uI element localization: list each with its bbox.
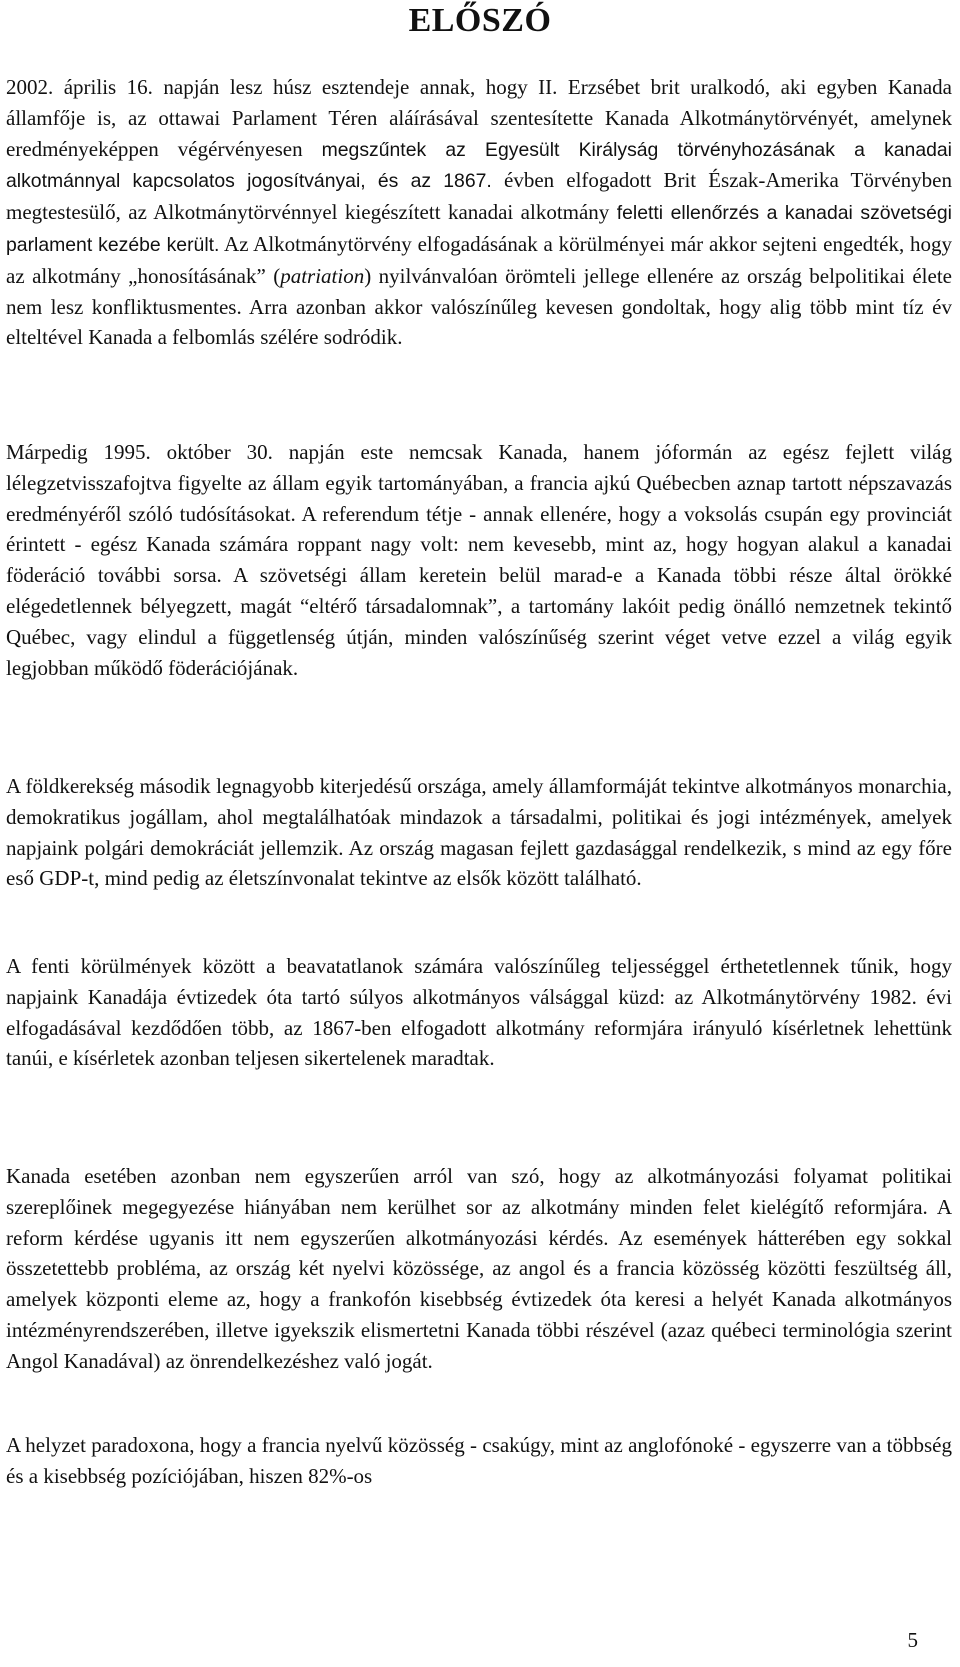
paragraph-5: Kanada esetében azonban nem egyszerűen arról van szó, hogy az alkotmányozási folyamat politikai szereplőinek megegyezése hiányában nem kerülhet sor az alkotmány minden felet kielégítő reformjára. A reform kérdése ugyanis itt nem egyszerűen alkotmányozási kérdés. Az események hátterében egy sokkal összetettebb probléma, az ország két nyelvi közössége, az angol és a francia közösség közötti feszültség áll, amelyek központi eleme az, hogy a frankofón kisebbség évtizedek óta keresi a helyét Kanada alkotmányos intézményrendszerében, illetve igyekszik elismertetni Kanada többi részével (azaz québeci terminológia szerint Angol Kanadával) az önrendelkezéshez való jogát. [6, 1164, 952, 1373]
paragraph-1-part-a: 2002. április 16. napján lesz húsz esztendeje annak, hogy II. Erzsébet brit uralkodó, aki egyben Kanada államfője is, az ottawai Parlament Téren aláírásával szentesítette Kanada Alkotmánytörvényét, amelynek eredményeképpen végérvényesen [6, 75, 952, 161]
paragraph-2: Márpedig 1995. október 30. napján este nemcsak Kanada, hanem jóformán az egész fejlett világ lélegzetvisszafojtva figyelte az állam egyik tartományában, a francia ajkú Québecben aznap tartott népszavazás eredményéről szóló tudósításokat. A referendum tétje - annak ellenére, hogy a voksolás csupán egy provinciát érintett - egész Kanada számára roppant nagy volt: nem kevesebb, mint az, hogy hogyan alakul a kanadai föderáció további sorsa. A szövetségi állam keretein belül marad-e a Kanada többi része által örökké elégedetlennek bélyegzett, magát “eltérő társadalomnak”, a tartomány lakóit pedig önálló nemzetnek tekintő Québec, vagy elindul a függetlenség útján, minden valószínűség szerint véget vetve ezzel a világ egyik legjobban működő föderációjának. [6, 440, 952, 680]
page-title: ELŐSZÓ [408, 2, 552, 39]
paragraph-1-part-h: ) nyilvánvalóan örömteli jellege ellenére az ország belpolitikai élete nem lesz konfliktusmentes. [6, 263, 952, 319]
paragraph-1-part-e: Az Alkotmánytörvény [219, 231, 418, 256]
paragraph-1-italic-term: patriation [280, 263, 365, 288]
paragraph-1-part-c: évben elfogadott Brit Észak-Amerika Törvényben megtestesülő, az Alkotmánytörvénnyel kiegészített kanadai alkotmány [6, 168, 952, 225]
paragraph-6: A helyzet paradoxona, hogy a francia nyelvű közösség - csakúgy, mint az anglofónoké - egyszerre van a többség és a kisebbség pozíciójában, hiszen 82%-os [6, 1433, 952, 1488]
paragraph-1-part-f: elfogadásának a körülményei már akkor sejteni engedték, hogy az alkotmány „honosításának” ( [6, 231, 952, 288]
paragraph-1-part-i: Arra azonban akkor valószínűleg kevesen gondoltak, hogy alig több mint tíz év elteltével Kanada a felbomlás szélére sodródik. [6, 294, 952, 350]
paragraph-1 [6, 72, 952, 353]
paragraph-3: A földkerekség második legnagyobb kiterjedésű országa, amely államformáját tekintve alkotmányos monarchia, demokratikus jogállam, ahol megtalálhatóak mindazok a társadalmi, politikai és jogi intézmények, amelyek napjaink polgári demokráciát jellemzik. Az ország magasan fejlett gazdasággal rendelkezik, s mind az egy főre eső GDP-t, mind pedig az életszínvonalat tekintve az elsők között található. [6, 774, 952, 891]
paragraph-1-part-b: megszűntek az Egyesült Királyság törvényhozásának a kanadai alkotmánnyal kapcsolatos jogosítványai, és az 1867. [6, 138, 952, 193]
paragraph-4: A fenti körülmények között a beavatatlanok számára valószínűleg teljességgel érthetetlennek tűnik, hogy napjaink Kanadája évtizedek óta tartó súlyos alkotmányos válsággal küzd: az Alkotmánytörvény 1982. évi elfogadásával kezdődően több, az 1867-ben elfogadott alkotmány reformjára irányuló kísérletnek lehettünk tanúi, e kísérletek azonban teljesen sikertelenek maradtak. [6, 954, 952, 1071]
paragraph-1-part-d: feletti ellenőrzés a kanadai szövetségi parlament kezébe került. [6, 202, 952, 256]
page-number: 5 [907, 1628, 918, 1652]
